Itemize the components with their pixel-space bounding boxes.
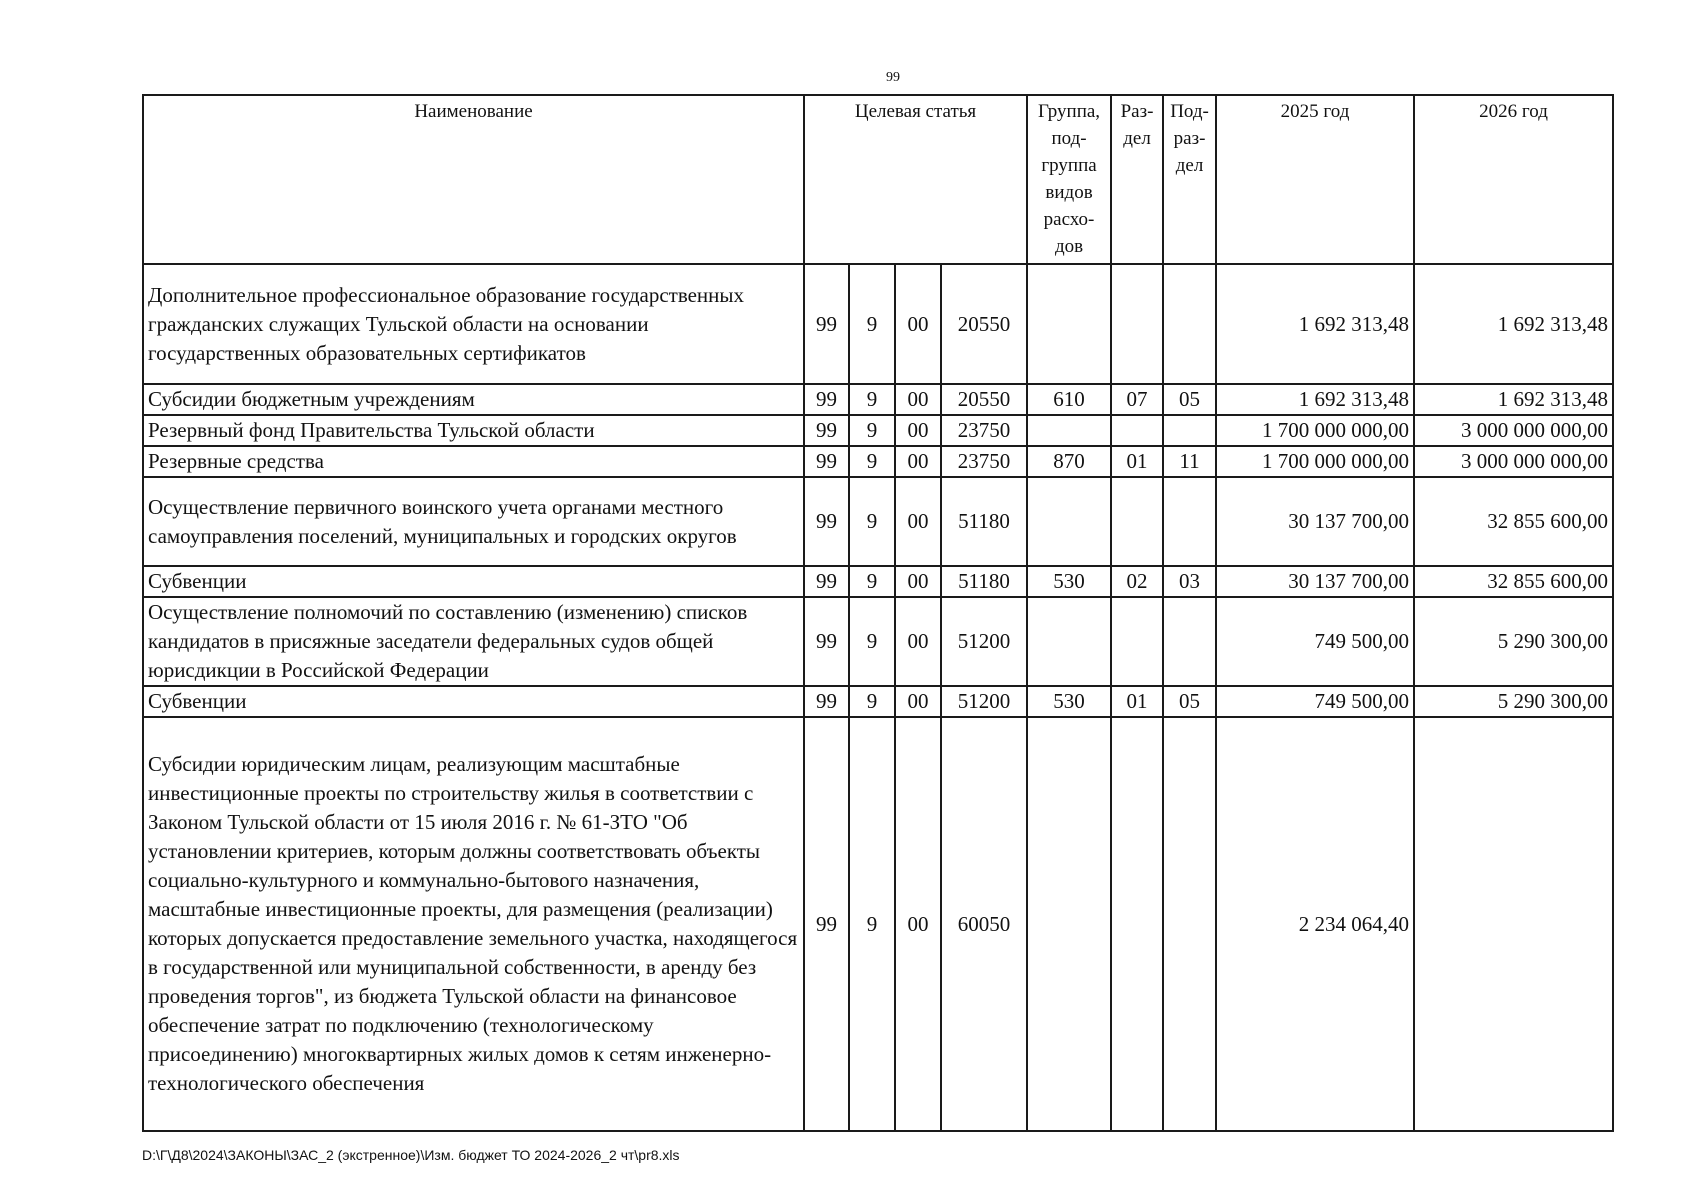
- row-section: [1111, 597, 1163, 686]
- row-subsection: [1163, 477, 1216, 566]
- row-subsection: [1163, 717, 1216, 1131]
- row-section: 07: [1111, 384, 1163, 415]
- row-ts2: 9: [849, 686, 895, 717]
- row-section: 01: [1111, 686, 1163, 717]
- row-ts3: 00: [895, 384, 941, 415]
- row-2025: 1 700 000 000,00: [1216, 446, 1414, 477]
- table-row: [143, 264, 1613, 384]
- row-ts2: 9: [849, 717, 895, 1131]
- page-number: 99: [886, 70, 900, 85]
- row-2025: 1 692 313,48: [1216, 264, 1414, 384]
- row-subsection: [1163, 415, 1216, 446]
- row-group: [1027, 477, 1111, 566]
- table-row: [143, 717, 1613, 1131]
- row-2025: 1 692 313,48: [1216, 384, 1414, 415]
- header-year-2026: 2026 год: [1414, 95, 1613, 264]
- row-ts4: 23750: [941, 415, 1027, 446]
- row-ts2: 9: [849, 384, 895, 415]
- header-subsection: Под-раз-дел: [1163, 95, 1216, 264]
- row-ts3: 00: [895, 264, 941, 384]
- row-subsection: 11: [1163, 446, 1216, 477]
- row-section: [1111, 477, 1163, 566]
- row-2026: 3 000 000 000,00: [1414, 415, 1613, 446]
- row-ts4: 20550: [941, 264, 1027, 384]
- row-section: [1111, 717, 1163, 1131]
- row-name: Дополнительное профессиональное образование государственных гражданских служащих Тульской области на основании государственных образовательных сертификатов: [143, 264, 804, 384]
- row-ts4: 51200: [941, 597, 1027, 686]
- row-2026: 1 692 313,48: [1414, 264, 1613, 384]
- row-2025: 30 137 700,00: [1216, 566, 1414, 597]
- row-subsection: 05: [1163, 384, 1216, 415]
- row-ts4: 60050: [941, 717, 1027, 1131]
- row-2025: 30 137 700,00: [1216, 477, 1414, 566]
- row-ts3: 00: [895, 717, 941, 1131]
- row-group: 530: [1027, 686, 1111, 717]
- row-group: [1027, 415, 1111, 446]
- row-ts2: 9: [849, 477, 895, 566]
- row-name: Субсидии бюджетным учреждениям: [143, 384, 804, 415]
- row-subsection: [1163, 264, 1216, 384]
- row-group: [1027, 264, 1111, 384]
- row-2025: 1 700 000 000,00: [1216, 415, 1414, 446]
- row-group: 530: [1027, 566, 1111, 597]
- header-year-2025: 2025 год: [1216, 95, 1414, 264]
- row-section: 02: [1111, 566, 1163, 597]
- row-name: Субвенции: [143, 566, 804, 597]
- header-target-article: Целевая статья: [804, 95, 1027, 264]
- row-ts2: 9: [849, 566, 895, 597]
- row-ts1: 99: [804, 566, 849, 597]
- row-ts4: 51200: [941, 686, 1027, 717]
- table-header-row: [143, 95, 1613, 264]
- row-subsection: [1163, 597, 1216, 686]
- row-2026: 1 692 313,48: [1414, 384, 1613, 415]
- row-ts3: 00: [895, 597, 941, 686]
- header-section: Раз-дел: [1111, 95, 1163, 264]
- budget-table: [142, 94, 1614, 1132]
- row-2026: 32 855 600,00: [1414, 566, 1613, 597]
- row-2026: 5 290 300,00: [1414, 597, 1613, 686]
- row-ts1: 99: [804, 477, 849, 566]
- row-2026: 3 000 000 000,00: [1414, 446, 1613, 477]
- file-path-footer: D:\Г\Д8\2024\ЗАКОНЫ\ЗАС_2 (экстренное)\Изм. бюджет ТО 2024-2026_2 чт\pr8.xls: [142, 1147, 680, 1163]
- row-ts4: 23750: [941, 446, 1027, 477]
- table-row: [143, 597, 1613, 686]
- row-ts4: 51180: [941, 566, 1027, 597]
- row-ts3: 00: [895, 686, 941, 717]
- row-ts1: 99: [804, 597, 849, 686]
- row-ts2: 9: [849, 446, 895, 477]
- row-group: 610: [1027, 384, 1111, 415]
- table-row: [143, 477, 1613, 566]
- row-ts1: 99: [804, 264, 849, 384]
- row-ts1: 99: [804, 446, 849, 477]
- row-subsection: 05: [1163, 686, 1216, 717]
- row-2025: 749 500,00: [1216, 597, 1414, 686]
- row-group: [1027, 717, 1111, 1131]
- row-name: Субсидии юридическим лицам, реализующим масштабные инвестиционные проекты по строительству жилья в соответствии с Законом Тульской области от 15 июля 2016 г. № 61-ЗТО "Об установлении критериев, которым должны соответствовать объекты социально-культурного и коммунально-бытового назначения, масштабные инвестиционные проекты, для размещения (реализации) которых допускается предоставление земельного участка, находящегося в государственной или муниципальной собственности, в аренду без проведения торгов", из бюджета Тульской области на финансовое обеспечение затрат по подключению (технологическому присоединению) многоквартирных жилых домов к сетям инженерно-технологического обеспечения: [143, 717, 804, 1131]
- table-row: [143, 384, 1613, 415]
- row-ts2: 9: [849, 264, 895, 384]
- row-ts3: 00: [895, 566, 941, 597]
- row-2025: 749 500,00: [1216, 686, 1414, 717]
- row-ts4: 20550: [941, 384, 1027, 415]
- row-ts3: 00: [895, 415, 941, 446]
- row-section: 01: [1111, 446, 1163, 477]
- row-section: [1111, 264, 1163, 384]
- row-ts1: 99: [804, 717, 849, 1131]
- row-group: 870: [1027, 446, 1111, 477]
- table-row: [143, 415, 1613, 446]
- table-row: [143, 566, 1613, 597]
- header-group: Группа, под-группа видов расхо-дов: [1027, 95, 1111, 264]
- row-group: [1027, 597, 1111, 686]
- row-ts1: 99: [804, 415, 849, 446]
- row-name: Осуществление первичного воинского учета органами местного самоуправления поселений, муниципальных и городских округов: [143, 477, 804, 566]
- row-ts2: 9: [849, 597, 895, 686]
- row-name: Резервный фонд Правительства Тульской области: [143, 415, 804, 446]
- table-row: [143, 686, 1613, 717]
- row-subsection: 03: [1163, 566, 1216, 597]
- row-2026: 32 855 600,00: [1414, 477, 1613, 566]
- row-2025: 2 234 064,40: [1216, 717, 1414, 1131]
- row-name: Резервные средства: [143, 446, 804, 477]
- row-2026: [1414, 717, 1613, 1131]
- row-name: Осуществление полномочий по составлению (изменению) списков кандидатов в присяжные заседатели федеральных судов общей юрисдикции в Российской Федерации: [143, 597, 804, 686]
- row-section: [1111, 415, 1163, 446]
- row-2026: 5 290 300,00: [1414, 686, 1613, 717]
- row-ts3: 00: [895, 446, 941, 477]
- table-row: [143, 446, 1613, 477]
- row-ts1: 99: [804, 686, 849, 717]
- row-ts4: 51180: [941, 477, 1027, 566]
- row-ts3: 00: [895, 477, 941, 566]
- row-ts2: 9: [849, 415, 895, 446]
- row-ts1: 99: [804, 384, 849, 415]
- row-name: Субвенции: [143, 686, 804, 717]
- header-name: Наименование: [143, 95, 804, 264]
